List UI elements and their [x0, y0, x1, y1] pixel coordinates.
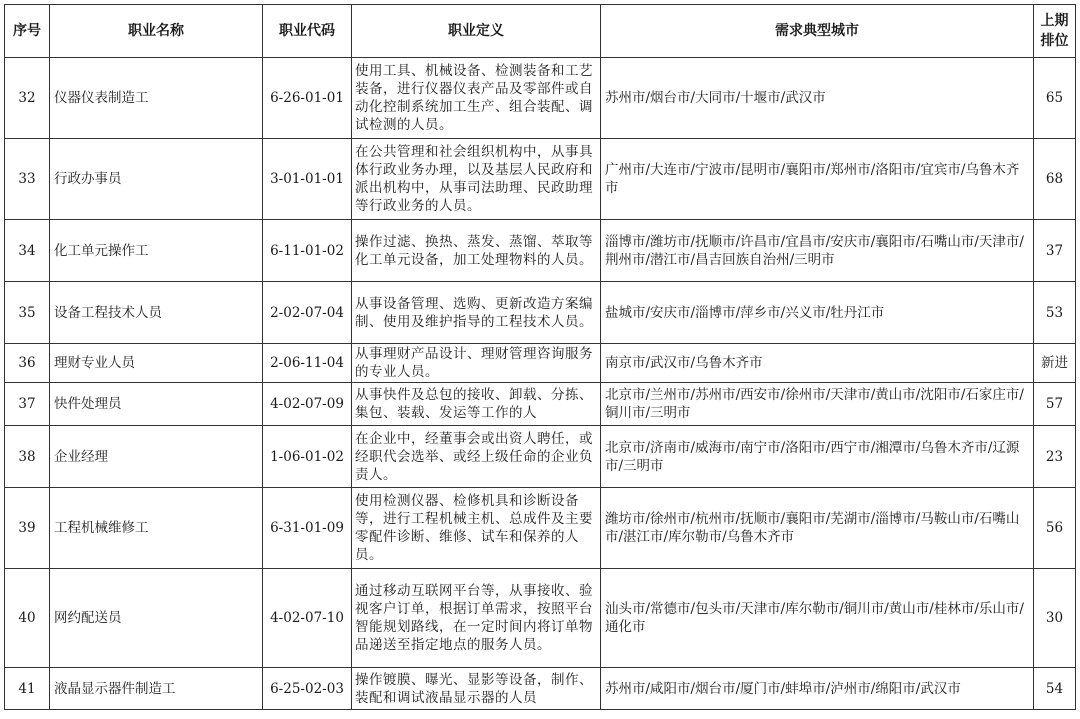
previous-rank: 新进 — [1034, 344, 1076, 383]
occupation-code: 6-26-01-01 — [263, 58, 352, 139]
header-name: 职业名称 — [50, 5, 263, 58]
row-number: 35 — [5, 282, 50, 344]
previous-rank: 30 — [1034, 569, 1076, 668]
occupation-code: 6-31-01-09 — [263, 488, 352, 569]
occupation-name: 液晶显示器件制造工 — [50, 668, 263, 710]
occupation-definition: 操作过滤、换热、蒸发、蒸馏、萃取等化工单元设备，加工处理物料的人员。 — [352, 220, 601, 282]
occupation-name: 理财专业人员 — [50, 344, 263, 383]
demand-cities: 淄博市/潍坊市/抚顺市/许昌市/宜昌市/安庆市/襄阳市/石嘴山市/天津市/荆州市/潜江市/昌吉回族自治州/三明市 — [601, 220, 1034, 282]
occupation-name: 企业经理 — [50, 426, 263, 488]
row-number: 41 — [5, 668, 50, 710]
previous-rank: 37 — [1034, 220, 1076, 282]
occupation-definition: 从事快件及总包的接收、卸载、分拣、集包、装载、发运等工作的人 — [352, 383, 601, 426]
occupation-code: 2-06-11-04 — [263, 344, 352, 383]
occupation-code: 1-06-01-02 — [263, 426, 352, 488]
row-number: 38 — [5, 426, 50, 488]
table-row — [5, 139, 1076, 220]
table-row — [5, 58, 1076, 139]
row-number: 39 — [5, 488, 50, 569]
header-cities: 需求典型城市 — [601, 5, 1034, 58]
header-prev-rank-line1: 上期 — [1040, 13, 1069, 29]
occupation-definition: 从事理财产品设计、理财管理咨询服务的专业人员。 — [352, 344, 601, 383]
occupation-name: 工程机械维修工 — [50, 488, 263, 569]
occupation-name: 仪器仪表制造工 — [50, 58, 263, 139]
occupation-definition: 使用工具、机械设备、检测装备和工艺装备，进行仪器仪表产品及零部件或自动化控制系统加工生产、组合装配、调试检测的人员。 — [352, 58, 601, 139]
occupation-code: 4-02-07-09 — [263, 383, 352, 426]
occupation-name: 化工单元操作工 — [50, 220, 263, 282]
header-code: 职业代码 — [263, 5, 352, 58]
occupation-name: 行政办事员 — [50, 139, 263, 220]
previous-rank: 57 — [1034, 383, 1076, 426]
header-no: 序号 — [5, 5, 50, 58]
occupation-definition: 从事设备管理、选购、更新改造方案编制、使用及维护指导的工程技术人员。 — [352, 282, 601, 344]
header-prev-rank-line2: 排位 — [1040, 33, 1069, 49]
demand-cities: 苏州市/烟台市/大同市/十堰市/武汉市 — [601, 58, 1034, 139]
occupation-definition: 通过移动互联网平台等，从事接收、验视客户订单，根据订单需求，按照平台智能规划路线，在一定时间内将订单物品递送至指定地点的服务人员。 — [352, 569, 601, 668]
header-prev-rank — [1034, 5, 1076, 58]
demand-cities: 北京市/济南市/威海市/南宁市/洛阳市/西宁市/湘潭市/乌鲁木齐市/辽源市/三明市 — [601, 426, 1034, 488]
table-row — [5, 282, 1076, 344]
occupation-definition: 在公共管理和社会组织机构中，从事具体行政业务办理，以及基层人民政府和派出机构中，从事司法助理、民政助理等行政业务的人员。 — [352, 139, 601, 220]
header-definition: 职业定义 — [352, 5, 601, 58]
row-number: 34 — [5, 220, 50, 282]
table-row — [5, 344, 1076, 383]
previous-rank: 54 — [1034, 668, 1076, 710]
occupation-table-container — [4, 4, 1076, 710]
occupation-code: 4-02-07-10 — [263, 569, 352, 668]
occupation-code: 2-02-07-04 — [263, 282, 352, 344]
table-row — [5, 220, 1076, 282]
table-row — [5, 383, 1076, 426]
demand-cities: 苏州市/咸阳市/烟台市/厦门市/蚌埠市/泸州市/绵阳市/武汉市 — [601, 668, 1034, 710]
occupation-name: 网约配送员 — [50, 569, 263, 668]
occupation-code: 3-01-01-01 — [263, 139, 352, 220]
occupation-definition: 操作镀膜、曝光、显影等设备，制作、装配和调试液晶显示器的人员 — [352, 668, 601, 710]
row-number: 40 — [5, 569, 50, 668]
occupation-name: 设备工程技术人员 — [50, 282, 263, 344]
row-number: 37 — [5, 383, 50, 426]
previous-rank: 23 — [1034, 426, 1076, 488]
occupation-name: 快件处理员 — [50, 383, 263, 426]
occupation-code: 6-11-01-02 — [263, 220, 352, 282]
previous-rank: 56 — [1034, 488, 1076, 569]
row-number: 36 — [5, 344, 50, 383]
table-row — [5, 426, 1076, 488]
previous-rank: 53 — [1034, 282, 1076, 344]
demand-cities: 南京市/武汉市/乌鲁木齐市 — [601, 344, 1034, 383]
demand-cities: 盐城市/安庆市/淄博市/萍乡市/兴义市/牡丹江市 — [601, 282, 1034, 344]
occupation-definition: 使用检测仪器、检修机具和诊断设备等，进行工程机械主机、总成件及主要零配件诊断、维修、试车和保养的人员。 — [352, 488, 601, 569]
row-number: 32 — [5, 58, 50, 139]
table-row — [5, 488, 1076, 569]
table-header-row — [5, 5, 1076, 58]
occupation-code: 6-25-02-03 — [263, 668, 352, 710]
demand-cities: 北京市/兰州市/苏州市/西安市/徐州市/天津市/黄山市/沈阳市/石家庄市/铜川市/三明市 — [601, 383, 1034, 426]
previous-rank: 68 — [1034, 139, 1076, 220]
table-row — [5, 668, 1076, 710]
row-number: 33 — [5, 139, 50, 220]
occupation-definition: 在企业中，经董事会或出资人聘任，或经职代会选举、或经上级任命的企业负责人。 — [352, 426, 601, 488]
table-row — [5, 569, 1076, 668]
occupation-demand-table — [4, 4, 1076, 710]
demand-cities: 汕头市/常德市/包头市/天津市/库尔勒市/铜川市/黄山市/桂林市/乐山市/通化市 — [601, 569, 1034, 668]
demand-cities: 潍坊市/徐州市/杭州市/抚顺市/襄阳市/芜湖市/淄博市/马鞍山市/石嘴山市/湛江市/库尔勒市/乌鲁木齐市 — [601, 488, 1034, 569]
previous-rank: 65 — [1034, 58, 1076, 139]
demand-cities: 广州市/大连市/宁波市/昆明市/襄阳市/郑州市/洛阳市/宜宾市/乌鲁木齐市 — [601, 139, 1034, 220]
